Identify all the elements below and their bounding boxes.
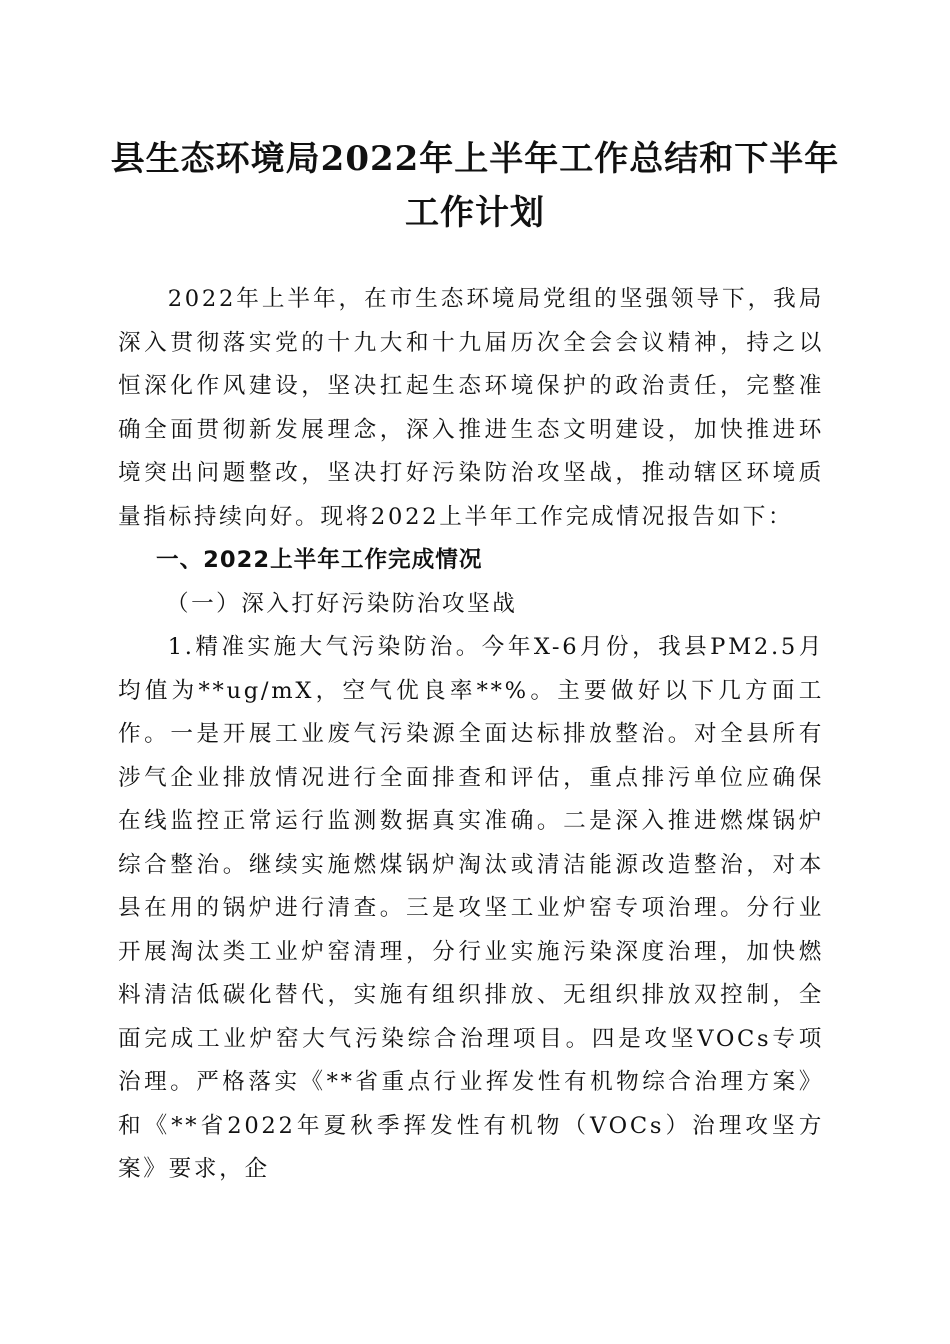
- intro-paragraph: 2022年上半年，在市生态环境局党组的坚强领导下，我局深入贯彻落实党的十九大和十九届历次全会会议精神，持之以恒深化作风建设，坚决扛起生态环境保护的政治责任，完整准确全面贯彻新发展理念，深入推进生态文明建设，加快推进环境突出问题整改，坚决打好污染防治攻坚战，推动辖区环境质量指标持续向好。现将2022上半年工作完成情况报告如下：: [118, 286, 824, 530]
- item-paragraph: 1.精准实施大气污染防治。今年X-6月份，我县PM2.5月均值为**ug/mX，空气优良率**%。主要做好以下几方面工作。一是开展工业废气污染源全面达标排放整治。对全县所有涉气企业排放情况进行全面排查和评估，重点排污单位应确保在线监控正常运行监测数据真实准确。二是深入推进燃煤锅炉综合整治。继续实施燃煤锅炉淘汰或清洁能源改造整治，对本县在用的锅炉进行清查。三是攻坚工业炉窑专项治理。分行业开展淘汰类工业炉窑清理，分行业实施污染深度治理，加快燃料清洁低碳化替代，实施有组织排放、无组织排放双控制，全面完成工业炉窑大气污染综合治理项目。四是攻坚VOCs专项治理。严格落实《**省重点行业挥发性有机物综合治理方案》和《**省2022年夏秋季挥发性有机物（VOCs）治理攻坚方案》要求，企: [118, 634, 824, 1182]
- document-title: 县生态环境局2022年上半年工作总结和下半年工作计划: [110, 139, 840, 233]
- section-heading: 一、2022上半年工作完成情况: [156, 547, 483, 573]
- subsection-heading: （一）深入打好污染防治攻坚战: [166, 590, 518, 617]
- document-body: [118, 278, 824, 1192]
